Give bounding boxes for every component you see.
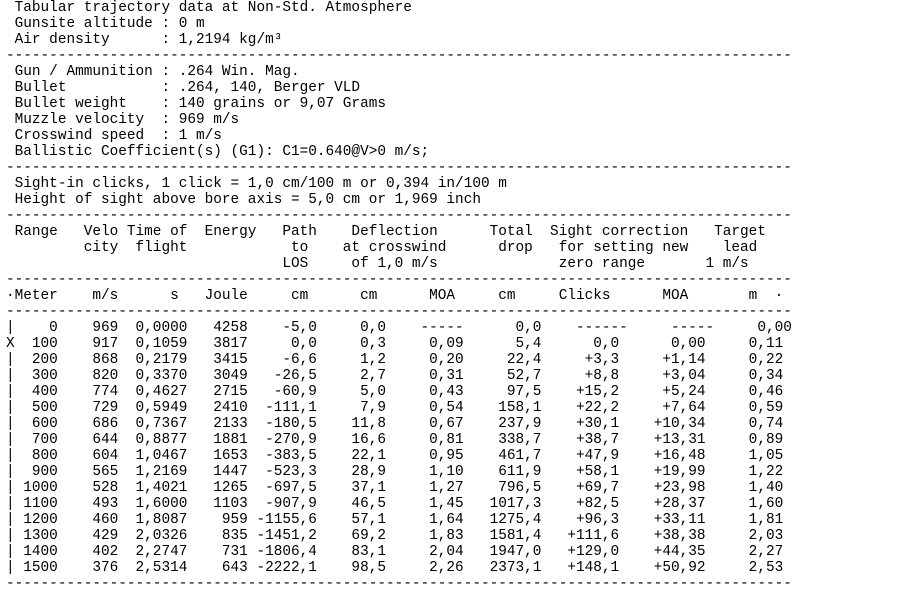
sight-height: Height of sight above bore axis = 5,0 cm or 1,969 inch bbox=[6, 192, 481, 208]
table-row: | 800 604 1,0467 1653 -383,5 22,1 0,95 461,7 +47,9 +16,48 1,05 bbox=[6, 448, 784, 464]
table-header-row-3: LOS of 1,0 m/s zero range 1 m/s bbox=[6, 256, 749, 272]
divider: ------------------------------------------------------------------------------------------- bbox=[6, 48, 792, 64]
table-row: | 1500 376 2,5314 643 -2222,1 98,5 2,26 2373,1 +148,1 +50,92 2,53 bbox=[6, 560, 784, 576]
crosswind-speed: Crosswind speed : 1 m/s bbox=[6, 128, 222, 144]
divider: ------------------------------------------------------------------------------------------- bbox=[6, 160, 792, 176]
ballistic-coefficient: Ballistic Coefficient(s) (G1): C1=0.640@V>0 m/s; bbox=[6, 144, 430, 160]
muzzle-velocity: Muzzle velocity : 969 m/s bbox=[6, 112, 240, 128]
table-row: X 100 917 0,1059 3817 0,0 0,3 0,09 5,4 0,0 0,00 0,11 bbox=[6, 336, 784, 352]
air-density: Air density : 1,2194 kg/m³ bbox=[6, 32, 283, 48]
table-header-row-1: Range Velo Time of Energy Path Deflection Total Sight correction Target bbox=[6, 224, 766, 240]
gunsite-altitude: Gunsite altitude : 0 m bbox=[6, 16, 205, 32]
table-row: | 900 565 1,2169 1447 -523,3 28,9 1,10 611,9 +58,1 +19,99 1,22 bbox=[6, 464, 784, 480]
divider: ------------------------------------------------------------------------------------------- bbox=[6, 208, 792, 224]
table-row: | 600 686 0,7367 2133 -180,5 11,8 0,67 237,9 +30,1 +10,34 0,74 bbox=[6, 416, 784, 432]
table-row: | 1400 402 2,2747 731 -1806,4 83,1 2,04 1947,0 +129,0 +44,35 2,27 bbox=[6, 544, 784, 560]
table-row: | 200 868 0,2179 3415 -6,6 1,2 0,20 22,4 +3,3 +1,14 0,22 bbox=[6, 352, 784, 368]
table-header-row-2: city flight to at crosswind drop for setting new lead bbox=[6, 240, 758, 256]
bullet-weight: Bullet weight : 140 grains or 9,07 Grams bbox=[6, 96, 386, 112]
table-row: | 300 820 0,3370 3049 -26,5 2,7 0,31 52,7 +8,8 +3,04 0,34 bbox=[6, 368, 784, 384]
table-units-row: ·Meter m/s s Joule cm cm MOA cm Clicks MOA m · bbox=[6, 288, 784, 304]
table-row: | 1300 429 2,0326 835 -1451,2 69,2 1,83 1581,4 +111,6 +38,38 2,03 bbox=[6, 528, 784, 544]
table-row: | 400 774 0,4627 2715 -60,9 5,0 0,43 97,5 +15,2 +5,24 0,46 bbox=[6, 384, 784, 400]
divider: ------------------------------------------------------------------------------------------- bbox=[6, 272, 792, 288]
divider: ------------------------------------------------------------------------------------------- bbox=[6, 304, 792, 320]
report-title: Tabular trajectory data at Non-Std. Atmosphere bbox=[6, 0, 412, 16]
bullet: Bullet : .264, 140, Berger VLD bbox=[6, 80, 361, 96]
table-row: | 500 729 0,5949 2410 -111,1 7,9 0,54 158,1 +22,2 +7,64 0,59 bbox=[6, 400, 784, 416]
table-row: | 0 969 0,0000 4258 -5,0 0,0 ----- 0,0 ------ ----- 0,00 bbox=[6, 320, 792, 336]
table-row: | 1100 493 1,6000 1103 -907,9 46,5 1,45 1017,3 +82,5 +28,37 1,60 bbox=[6, 496, 784, 512]
sight-in-clicks: Sight-in clicks, 1 click = 1,0 cm/100 m or 0,394 in/100 m bbox=[6, 176, 507, 192]
table-row: | 1200 460 1,8087 959 -1155,6 57,1 1,64 1275,4 +96,3 +33,11 1,81 bbox=[6, 512, 784, 528]
divider: ------------------------------------------------------------------------------------------- bbox=[6, 576, 792, 592]
gun-ammunition: Gun / Ammunition : .264 Win. Mag. bbox=[6, 64, 300, 80]
trajectory-report bbox=[6, 0, 792, 592]
table-row: | 700 644 0,8877 1881 -270,9 16,6 0,81 338,7 +38,7 +13,31 0,89 bbox=[6, 432, 784, 448]
table-row: | 1000 528 1,4021 1265 -697,5 37,1 1,27 796,5 +69,7 +23,98 1,40 bbox=[6, 480, 784, 496]
